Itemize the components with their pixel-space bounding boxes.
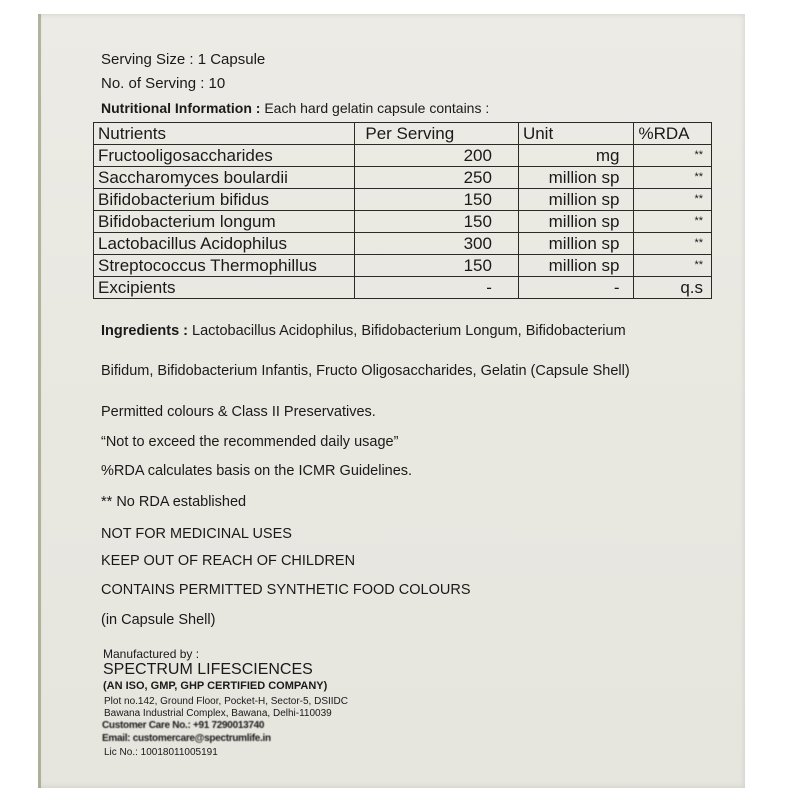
rda-value: ** (634, 167, 712, 189)
nutrition-intro: Each hard gelatin capsule contains : (260, 100, 490, 116)
unit-value: million sp (518, 211, 634, 233)
unit-value: million sp (518, 233, 634, 255)
per-serving-value: 250 (355, 167, 519, 189)
unit-value: million sp (518, 167, 634, 189)
ingredients-label: Ingredients : (101, 323, 189, 339)
note-daily-usage: “Not to exceed the recommended daily usage” (101, 434, 399, 450)
table-row (94, 233, 712, 255)
nutrient-name: Bifidobacterium longum (94, 211, 355, 233)
per-serving-value: 150 (355, 211, 519, 233)
rda-value: ** (634, 145, 712, 167)
header-unit: Unit (518, 123, 634, 145)
unit-value: - (518, 277, 634, 299)
customer-care-number: Customer Care No.: +91 7290013740 (102, 720, 265, 731)
nutrition-table (93, 122, 712, 299)
customer-email: Email: customercare@spectrumlife.in (102, 733, 271, 744)
servings-count: No. of Serving : 10 (101, 75, 226, 92)
note-no-rda: ** No RDA established (101, 494, 247, 510)
per-serving-value: 200 (355, 145, 519, 167)
per-serving-value: - (355, 277, 519, 299)
nutrient-name: Fructooligosaccharides (94, 145, 355, 167)
table-header-row (94, 123, 712, 145)
nutrition-label: Nutritional Information : (101, 100, 261, 116)
nutrition-heading (101, 99, 489, 117)
table-row (94, 145, 712, 167)
license-number: Lic No.: 10018011005191 (104, 747, 218, 758)
manufacturer-address-1: Plot no.142, Ground Floor, Pocket-H, Sector-5, DSIIDC (104, 696, 348, 707)
nutrient-name: Streptococcus Thermophillus (94, 255, 355, 277)
serving-size: Serving Size : 1 Capsule (101, 51, 266, 68)
unit-value: mg (518, 145, 634, 167)
note-rda-basis: %RDA calculates basis on the ICMR Guidelines. (101, 463, 413, 479)
rda-value: q.s (634, 277, 712, 299)
ingredients-line-1 (101, 322, 626, 340)
nutrient-name: Bifidobacterium bifidus (94, 189, 355, 211)
manufacturer-label: Manufactured by : (103, 647, 200, 661)
rda-value: ** (634, 255, 712, 277)
header-nutrients: Nutrients (94, 123, 355, 145)
rda-value: ** (634, 189, 712, 211)
table-row (94, 189, 712, 211)
table-row (94, 167, 712, 189)
rda-value: ** (634, 211, 712, 233)
ingredients-text-1: Lactobacillus Acidophilus, Bifidobacterium Longum, Bifidobacterium (188, 323, 626, 339)
warning-food-colours: CONTAINS PERMITTED SYNTHETIC FOOD COLOURS (101, 582, 471, 598)
nutrient-name: Excipients (94, 277, 355, 299)
manufacturer-address-2: Bawana Industrial Complex, Bawana, Delhi-110039 (104, 708, 332, 719)
table-row (94, 255, 712, 277)
nutrient-name: Lactobacillus Acidophilus (94, 233, 355, 255)
note-colours: Permitted colours & Class II Preservatives. (101, 404, 376, 420)
manufacturer-name: SPECTRUM LIFESCIENCES (103, 661, 313, 678)
warning-children: KEEP OUT OF REACH OF CHILDREN (101, 553, 356, 569)
table-row (94, 277, 712, 299)
ingredients-line-2: Bifidum, Bifidobacterium Infantis, Fructo Oligosaccharides, Gelatin (Capsule Shell) (101, 363, 630, 379)
nutrient-name: Saccharomyces boulardii (94, 167, 355, 189)
unit-value: million sp (518, 189, 634, 211)
rda-value: ** (634, 233, 712, 255)
table-row (94, 211, 712, 233)
header-rda: %RDA (634, 123, 712, 145)
warning-capsule-shell: (in Capsule Shell) (101, 612, 216, 628)
warning-not-medicinal: NOT FOR MEDICINAL USES (101, 526, 292, 542)
unit-value: million sp (518, 255, 634, 277)
per-serving-value: 150 (355, 255, 519, 277)
per-serving-value: 150 (355, 189, 519, 211)
header-per-serving: Per Serving (355, 123, 519, 145)
per-serving-value: 300 (355, 233, 519, 255)
manufacturer-certification: (AN ISO, GMP, GHP CERTIFIED COMPANY) (103, 680, 328, 692)
